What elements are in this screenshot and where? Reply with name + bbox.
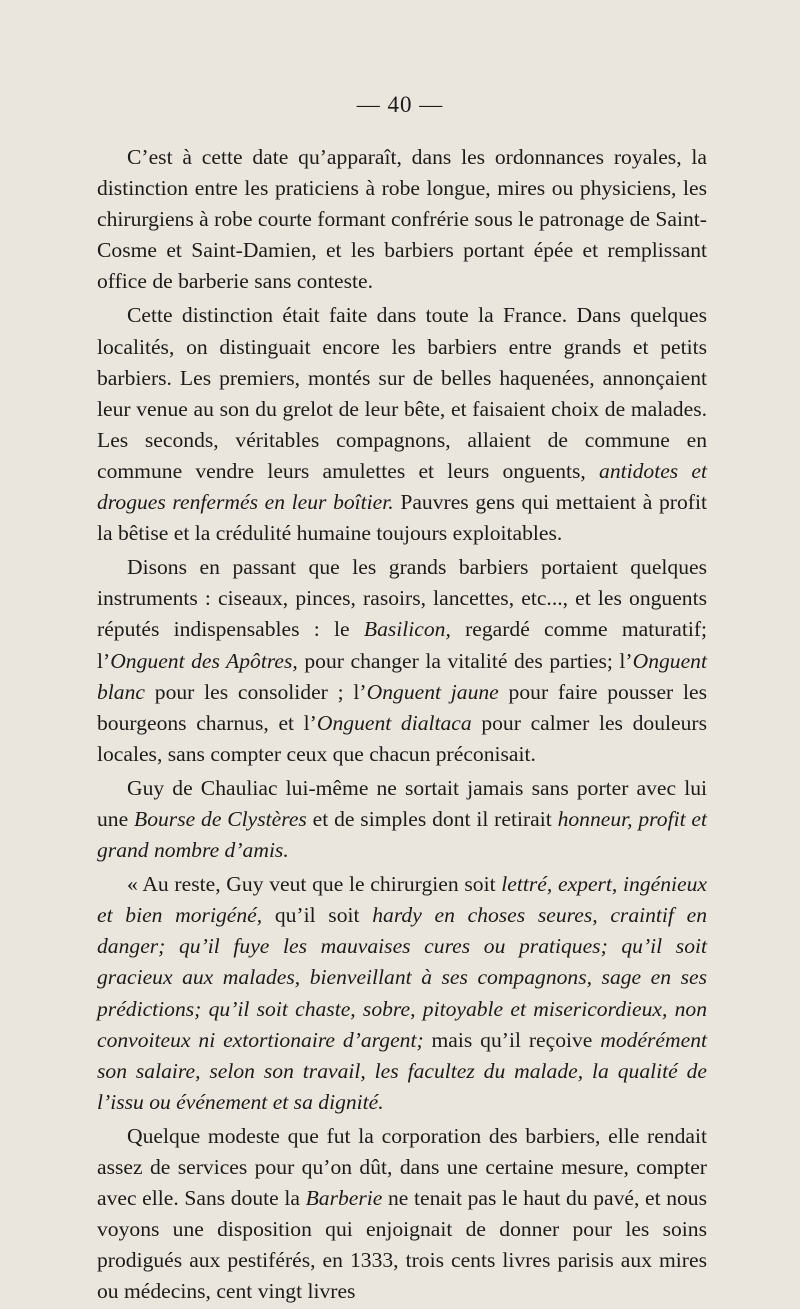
text-run: regardé comme maturatif; l’	[97, 617, 708, 673]
italic-text-run: Onguent jaune	[366, 679, 499, 704]
italic-text-run: Onguent dialtaca	[316, 710, 472, 735]
italic-text-run: hardy en choses seures, craintif en danger; qu’il fuye les mauvaises cures ou pratiques; qu’il soit gracieux aux malades, bienveillant à ses compagnons, sage en ses prédictions; qu’il soit chaste, sobre, pitoyable et misericordieux, non convoiteux ni extortionaire d’argent;	[97, 903, 707, 1052]
text-run: Disons en passant que les grands barbiers portaient quelques instruments : ciseaux, pinces, rasoirs, lancettes, etc..., et les onguents réputés indispensables : le	[97, 555, 707, 642]
italic-text-run: lettré, expert, ingénieux et bien morigéné,	[97, 872, 707, 928]
text-run: pour changer la vitalité des parties; l’	[297, 648, 633, 673]
text-run: Quelque modeste que fut la corporation des barbiers, elle rendait assez de services pour qu’on dût, dans une certaine mesure, compter avec elle. Sans doute la	[97, 1123, 707, 1211]
italic-text-run: modérément son salaire, selon son travail, les facultez du malade, la qualité de l’issu ou événement et sa dignité.	[97, 1027, 707, 1114]
paragraph	[97, 1121, 707, 1308]
italic-text-run: Basilicon,	[363, 617, 451, 642]
italic-text-run: antidotes et drogues renfermés en leur boîtier.	[97, 458, 707, 515]
italic-text-run: honneur, profit et grand nombre d’amis.	[97, 806, 707, 863]
italic-text-run: Onguent blanc	[97, 648, 707, 704]
text-run: qu’il soit	[262, 903, 373, 928]
text-run: C’est à cette date qu’apparaît, dans les ordonnances royales, la distinction entre les praticiens à robe longue, mires ou physiciens, les chirurgiens à robe courte formant confrérie sous le patronage de Saint-Cosme et Saint-Damien, et les barbiers portant épée et remplissant office de barberie sans conteste.	[97, 145, 707, 294]
italic-text-run: Onguent des Apôtres,	[110, 648, 298, 673]
paragraph	[97, 869, 707, 1118]
page-number: — 40 —	[356, 92, 444, 117]
paragraph	[97, 300, 707, 549]
italic-text-run: Barberie	[305, 1186, 383, 1211]
italic-text-run: Bourse de Clystères	[134, 806, 307, 831]
text-run: mais qu’il reçoive	[423, 1027, 601, 1052]
paragraph	[97, 773, 707, 866]
text-run: pour faire pousser les bourgeons charnus, et l’	[97, 679, 708, 735]
paragraph	[97, 552, 707, 770]
text-run: Pauvres gens qui mettaient à profit la bêtise et la crédulité humaine toujours exploitables.	[97, 490, 707, 546]
paragraph	[97, 142, 707, 297]
body-text	[97, 142, 707, 1307]
text-run: pour calmer les douleurs locales, sans compter ceux que chacun préconisait.	[97, 710, 707, 766]
text-run: ne tenait pas le haut du pavé, et nous voyons une disposition qui enjoignait de donner pour les soins prodigués aux pestiférés, en 1333, trois cents livres parisis aux mires ou médecins, cent vingt livres	[97, 1186, 707, 1304]
text-run: et de simples dont il retirait	[306, 806, 558, 831]
text-run: « Au reste, Guy veut que le chirurgien soit	[127, 872, 502, 897]
text-run: Cette distinction était faite dans toute la France. Dans quelques localités, on distinguait encore les barbiers entre grands et petits barbiers. Les premiers, montés sur de belles haquenées, annonçaient leur venue au son du grelot de leur bête, et faisaient choix de malades. Les seconds, véritables compagnons, allaient de commune en commune vendre leurs amulettes et leurs onguents,	[97, 303, 707, 483]
text-run: Guy de Chauliac lui-même ne sortait jamais sans porter avec lui une	[97, 775, 707, 831]
text-run: pour les consolider ; l’	[144, 679, 367, 704]
